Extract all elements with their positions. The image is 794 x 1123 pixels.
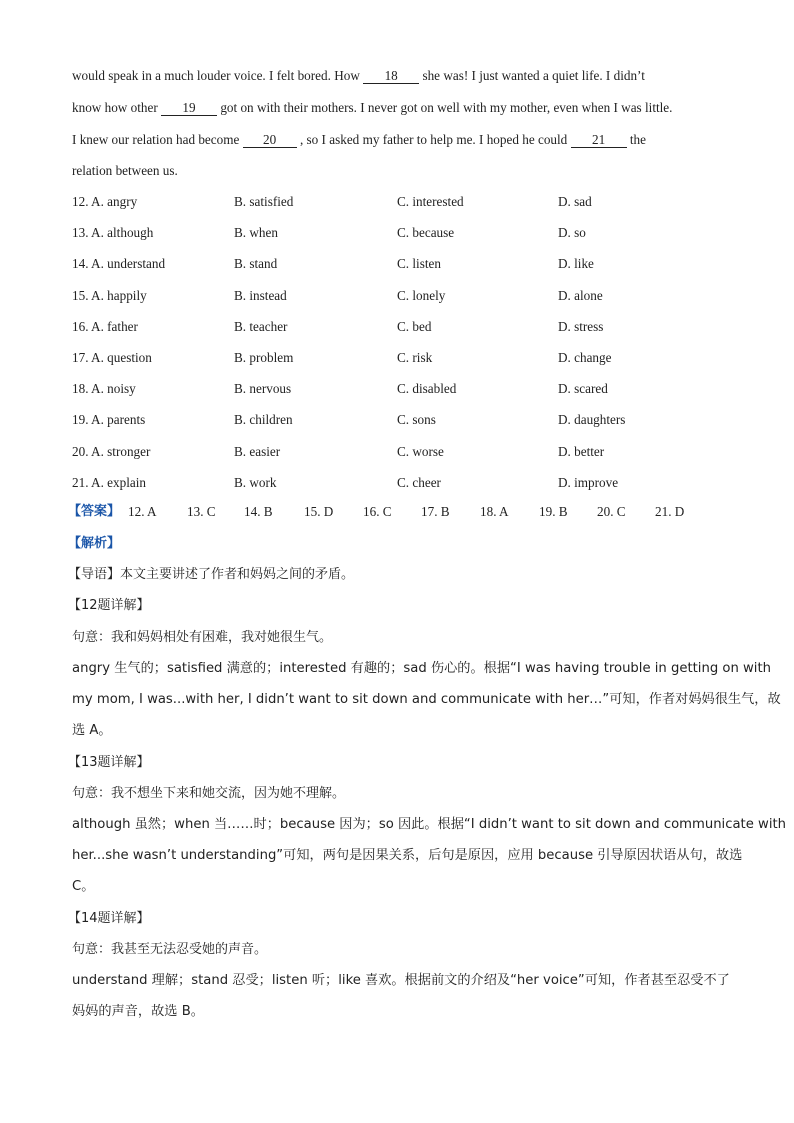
answer-item: 21. D <box>655 504 685 519</box>
passage-text: got on with their mothers. I never got on well with my mother, even when I was little. <box>217 100 673 115</box>
option-d: D. so <box>558 225 586 240</box>
q13-explain-3: C。 <box>72 879 95 894</box>
option-d: D. change <box>558 350 612 365</box>
answer-label: 【答案】 <box>68 504 121 519</box>
q13-title: 【13题详解】 <box>68 755 150 770</box>
passage-text: she was! I just wanted a quiet life. I didn’t <box>419 68 645 83</box>
option-d: D. alone <box>558 288 603 303</box>
q14-explain-1: understand 理解；stand 忍受；listen 听；like 喜欢。根据前文的介绍及“her voice”可知，作者甚至忍受不了 <box>72 973 730 988</box>
option-d: D. improve <box>558 475 619 490</box>
blank-21: 21 <box>571 133 627 148</box>
option-a: 21. A. explain <box>72 475 146 490</box>
option-c: C. interested <box>397 194 464 209</box>
answer-item: 15. D <box>304 504 334 519</box>
answer-item: 18. A <box>480 504 509 519</box>
q12-explain-3: 选 A。 <box>72 723 112 738</box>
option-b: B. instead <box>234 288 287 303</box>
q14-title: 【14题详解】 <box>68 911 150 926</box>
answer-item: 20. C <box>597 504 626 519</box>
option-d: D. like <box>558 256 594 271</box>
q12-explain-1: angry 生气的；satisfied 满意的；interested 有趣的；sad 伤心的。根据“I was having trouble in getting on with <box>72 661 771 676</box>
option-row-12 <box>72 194 732 210</box>
option-c: C. listen <box>397 256 441 271</box>
option-row-18 <box>72 381 732 397</box>
q13-explain-2: her...she wasn’t understanding”可知，两句是因果关系，后句是原因，应用 because 引导原因状语从句，故选 <box>72 848 743 863</box>
option-c: C. worse <box>397 444 444 459</box>
answer-item: 16. C <box>363 504 392 519</box>
option-a: 19. A. parents <box>72 412 146 427</box>
option-a: 12. A. angry <box>72 194 138 209</box>
option-c: C. lonely <box>397 288 446 303</box>
passage-text: I knew our relation had become <box>72 132 243 147</box>
q12-meaning: 句意：我和妈妈相处有困难，我对她很生气。 <box>72 630 333 645</box>
option-b: B. nervous <box>234 381 292 396</box>
option-a: 16. A. father <box>72 319 138 334</box>
option-d: D. better <box>558 444 605 459</box>
option-row-16 <box>72 319 732 335</box>
option-b: B. problem <box>234 350 294 365</box>
option-c: C. bed <box>397 319 432 334</box>
answer-item: 14. B <box>244 504 273 519</box>
passage-text: , so I asked my father to help me. I hoped he could <box>296 132 571 147</box>
q13-meaning: 句意：我不想坐下来和她交流，因为她不理解。 <box>72 786 346 801</box>
option-c: C. disabled <box>397 381 457 396</box>
option-d: D. scared <box>558 381 608 396</box>
option-row-14 <box>72 256 732 272</box>
blank-20: 20 <box>243 133 297 148</box>
option-a: 20. A. stronger <box>72 444 151 459</box>
q14-explain-2: 妈妈的声音，故选 B。 <box>72 1004 204 1019</box>
option-a: 17. A. question <box>72 350 152 365</box>
option-row-13 <box>72 225 732 241</box>
option-row-17 <box>72 350 732 366</box>
option-c: C. because <box>397 225 455 240</box>
option-b: B. work <box>234 475 277 490</box>
answer-item: 13. C <box>187 504 216 519</box>
guide-text: 【导语】本文主要讲述了作者和妈妈之间的矛盾。 <box>68 567 355 582</box>
q12-title: 【12题详解】 <box>68 598 150 613</box>
option-a: 13. A. although <box>72 225 154 240</box>
option-c: C. sons <box>397 412 436 427</box>
option-row-19 <box>72 412 732 428</box>
option-a: 18. A. noisy <box>72 381 136 396</box>
option-b: B. satisfied <box>234 194 294 209</box>
option-b: B. easier <box>234 444 281 459</box>
option-row-15 <box>72 288 732 304</box>
passage-text: would speak in a much louder voice. I felt bored. How <box>72 68 364 83</box>
answer-item: 17. B <box>421 504 450 519</box>
passage-line-1 <box>72 68 645 84</box>
option-b: B. when <box>234 225 278 240</box>
option-row-20 <box>72 444 732 460</box>
answer-line <box>68 504 732 520</box>
analysis-label: 【解析】 <box>68 536 121 551</box>
blank-18: 18 <box>363 69 419 84</box>
option-c: C. cheer <box>397 475 441 490</box>
option-d: D. stress <box>558 319 604 334</box>
passage-line-2 <box>72 100 672 116</box>
option-a: 15. A. happily <box>72 288 147 303</box>
option-b: B. teacher <box>234 319 288 334</box>
passage-line-4: relation between us. <box>72 163 178 178</box>
passage-text: the <box>626 132 646 147</box>
option-d: D. daughters <box>558 412 626 427</box>
blank-19: 19 <box>161 101 217 116</box>
answer-item: 12. A <box>128 504 157 519</box>
passage-line-3 <box>72 132 646 148</box>
passage-text: know how other <box>72 100 162 115</box>
option-b: B. stand <box>234 256 278 271</box>
q14-meaning: 句意：我甚至无法忍受她的声音。 <box>72 942 268 957</box>
option-row-21 <box>72 475 732 491</box>
option-c: C. risk <box>397 350 433 365</box>
q13-explain-1: although 虽然；when 当……时；because 因为；so 因此。根据“I didn’t want to sit down and communicate with <box>72 817 787 832</box>
option-a: 14. A. understand <box>72 256 166 271</box>
option-d: D. sad <box>558 194 592 209</box>
q12-explain-2: my mom, I was...with her, I didn’t want to sit down and communicate with her…”可知，作者对妈妈很生气，故 <box>72 692 781 707</box>
option-b: B. children <box>234 412 293 427</box>
answer-item: 19. B <box>539 504 568 519</box>
